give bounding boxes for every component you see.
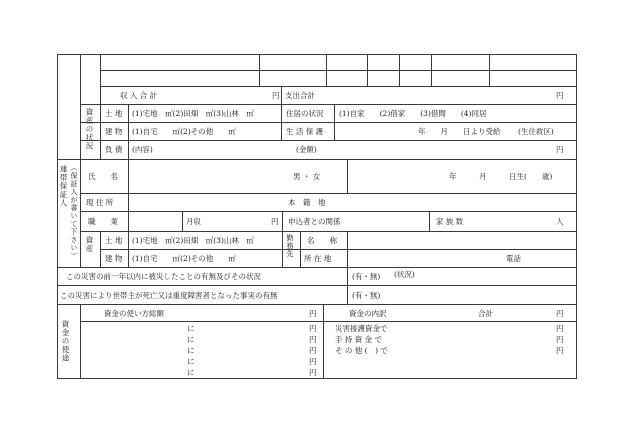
fund-breakdown-header: 資金の内訳 (349, 309, 387, 318)
workplace-location-label: 所 在 地 (304, 254, 332, 263)
income-yen-unit: 円 (271, 217, 279, 226)
building-label: 建 物 (105, 127, 123, 136)
usage-total-yen: 円 (309, 309, 317, 318)
usage-item-yen: 円 (309, 324, 317, 333)
rule (80, 321, 576, 322)
rule (300, 231, 301, 267)
rule (431, 54, 432, 86)
building-options: (1)自宅 ㎡(2)その他 ㎡ (132, 127, 236, 136)
rule (80, 231, 576, 232)
housing-status-label: 住居の状況 (286, 109, 324, 118)
debt-content: (内容) (132, 145, 153, 154)
domicile-label: 本 籍 地 (288, 198, 326, 207)
fund-usage-section-label: 資金の使途 (61, 320, 70, 363)
rule (323, 304, 324, 379)
birth-date-label: 年 月 日生( 歳) (449, 172, 553, 181)
rule (429, 211, 430, 231)
persons-unit: 人 (556, 217, 564, 226)
prior-disaster-question: この災害の前一年以内に被災したことの有無及びその状況 (66, 272, 261, 281)
usage-item: に (187, 368, 195, 377)
rule (80, 104, 576, 105)
phone-label: 電話 (506, 254, 521, 263)
fund-source-yen: 円 (556, 324, 564, 333)
guarantor-name-label: 氏 名 (88, 172, 118, 181)
guarantor-building-label: 建 物 (105, 254, 123, 263)
fund-source-yen: 円 (556, 335, 564, 344)
land-label: 土 地 (105, 109, 123, 118)
fund-total-yen: 円 (556, 309, 564, 318)
rule (80, 211, 576, 212)
debt-amount: (金額) (296, 145, 317, 154)
rule (182, 211, 183, 231)
prior-disaster-answer: (有・無) (352, 272, 381, 281)
income-total-label: 収 入 合 計 (120, 91, 158, 100)
fund-source: そ の 他 ( ) で (335, 346, 388, 355)
family-count-label: 家 族 数 (436, 217, 464, 226)
rule (281, 86, 282, 140)
rule (259, 54, 260, 86)
fund-source-yen: 円 (556, 346, 564, 355)
expense-yen-unit: 円 (556, 91, 564, 100)
rule (57, 54, 58, 379)
rule (57, 267, 576, 268)
workplace-label: 勤務先 (286, 234, 294, 258)
welfare-district: (生住救区) (518, 127, 554, 136)
rule (282, 211, 283, 267)
rule (57, 159, 576, 160)
rule (57, 304, 576, 305)
fund-total-label: 合計 (478, 309, 493, 318)
rule (100, 86, 576, 87)
rule (128, 159, 129, 267)
debt-label: 負 債 (105, 145, 123, 154)
welfare-label: 生 活 保 護 (286, 127, 324, 136)
rule (100, 70, 576, 71)
rule (489, 54, 490, 86)
rule (80, 304, 81, 379)
usage-item-yen: 円 (309, 368, 317, 377)
rule (347, 159, 348, 193)
housing-options: (1)自家 (2)借家 (3)借間 (4)同居 (339, 109, 487, 118)
rule (57, 378, 576, 379)
rule (334, 104, 335, 140)
rule (367, 54, 368, 86)
usage-item-yen: 円 (309, 335, 317, 344)
usage-item: に (187, 324, 195, 333)
rule (100, 231, 101, 267)
guarantor-assets-label: 資産 (85, 236, 94, 253)
rule (80, 140, 576, 141)
guarantor-building-options: (1)自宅 ㎡(2)その他 ㎡ (132, 254, 236, 263)
guarantor-land-label: 土 地 (105, 236, 123, 245)
rule (347, 267, 348, 304)
assets-section-label: 資産の状況 (85, 108, 94, 151)
rule (128, 104, 129, 159)
rule (100, 104, 101, 159)
guarantor-section-note: （保証人が書いて下さい） (70, 164, 78, 260)
rule (100, 54, 101, 104)
occupation-label: 職 業 (88, 217, 118, 226)
rule (80, 122, 576, 123)
usage-item-yen: 円 (309, 346, 317, 355)
workplace-name-label: 名 称 (307, 236, 337, 245)
rule (80, 193, 576, 194)
rule (100, 249, 576, 250)
land-options: (1)宅地 ㎡(2)田畑 ㎡(3)山林 ㎡ (132, 109, 254, 118)
gender-label: 男 ・ 女 (293, 172, 321, 181)
guarantor-section-label: 連帯保証人 (59, 165, 68, 208)
fund-source: 手 持 資 金 で (335, 335, 383, 344)
fund-source: 災害援護資金で (335, 324, 388, 333)
household-head-question: この災害により世帯主が死亡又は重度障害者となった事実の有無 (60, 291, 278, 300)
debt-yen-unit: 円 (556, 145, 564, 154)
guarantor-land-options: (1)宅地 ㎡(2)田畑 ㎡(3)山林 ㎡ (132, 236, 254, 245)
rule (80, 54, 81, 267)
income-yen-unit: 円 (272, 91, 280, 100)
monthly-income-label: 月収 (186, 217, 201, 226)
relation-label: 申込者との関係 (288, 217, 341, 226)
household-head-answer: (有・無) (352, 291, 381, 300)
usage-item: に (187, 346, 195, 355)
welfare-date: 年 月 日より受給 (418, 127, 501, 136)
rule (576, 54, 577, 379)
rule (347, 231, 348, 267)
rule (399, 54, 400, 86)
expense-total-label: 支出合計 (285, 91, 315, 100)
prior-disaster-status: (状況) (394, 270, 415, 279)
usage-item: に (187, 357, 195, 366)
usage-item-yen: 円 (309, 357, 317, 366)
rule (57, 285, 576, 286)
current-address-label: 現 住 所 (86, 198, 114, 207)
usage-total-header: 資金の使い方総額 (104, 309, 164, 318)
rule (326, 54, 327, 86)
usage-item: に (187, 335, 195, 344)
rule (57, 54, 576, 55)
